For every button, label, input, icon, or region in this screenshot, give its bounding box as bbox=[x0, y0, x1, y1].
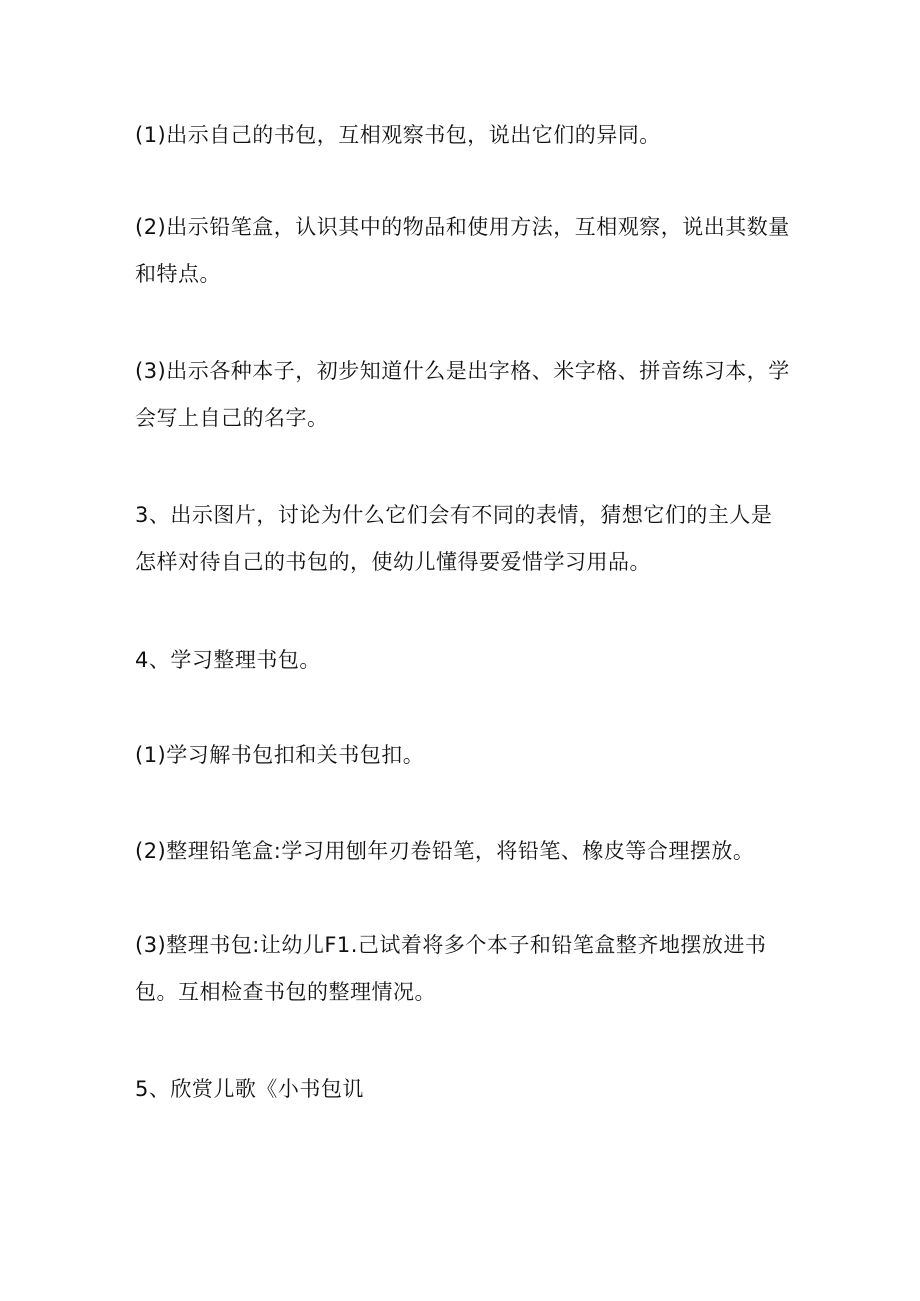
paragraph-step-4-2 bbox=[135, 828, 795, 875]
text-line: (2)出示铅笔盒，认识其中的物品和使用方法，互相观察，说出其数量 bbox=[135, 215, 790, 239]
paragraph-step-2-1 bbox=[135, 112, 795, 159]
text-line: (2)整理铅笔盒:学习用刨年刃卷铅笔，将铅笔、橡皮等合理摆放。 bbox=[135, 839, 755, 863]
text-line: 5、欣赏儿歌《小书包讥 bbox=[135, 1077, 364, 1101]
paragraph-step-3 bbox=[135, 492, 795, 586]
paragraph-step-4-3 bbox=[135, 922, 795, 1016]
text-line: 4、学习整理书包。 bbox=[135, 648, 321, 672]
text-line: 怎样对待自己的书包的，使幼儿懂得要爱惜学习用品。 bbox=[135, 550, 651, 574]
paragraph-step-2-2 bbox=[135, 204, 795, 298]
text-line: 3、出示图片，讨论为什么它们会有不同的表情，猜想它们的主人是 bbox=[135, 503, 773, 527]
text-line: (1)出示自己的书包，互相观察书包，说出它们的异同。 bbox=[135, 123, 661, 147]
text-line: 会写上自己的名字。 bbox=[135, 406, 329, 430]
paragraph-step-4 bbox=[135, 637, 795, 684]
text-line: (3)整理书包:让幼儿F1.己试着将多个本子和铅笔盒整齐地摆放进书 bbox=[135, 933, 767, 957]
paragraph-step-5 bbox=[135, 1066, 795, 1113]
text-line: 和特点。 bbox=[135, 262, 221, 286]
text-line: (3)出示各种本子，初步知道什么是出字格、米字格、拼音练习本，学 bbox=[135, 359, 790, 383]
text-line: (1)学习解书包扣和关书包扣。 bbox=[135, 743, 425, 767]
paragraph-step-2-3 bbox=[135, 348, 795, 442]
paragraph-step-4-1 bbox=[135, 732, 795, 779]
text-line: 包。互相检查书包的整理情况。 bbox=[135, 980, 436, 1004]
